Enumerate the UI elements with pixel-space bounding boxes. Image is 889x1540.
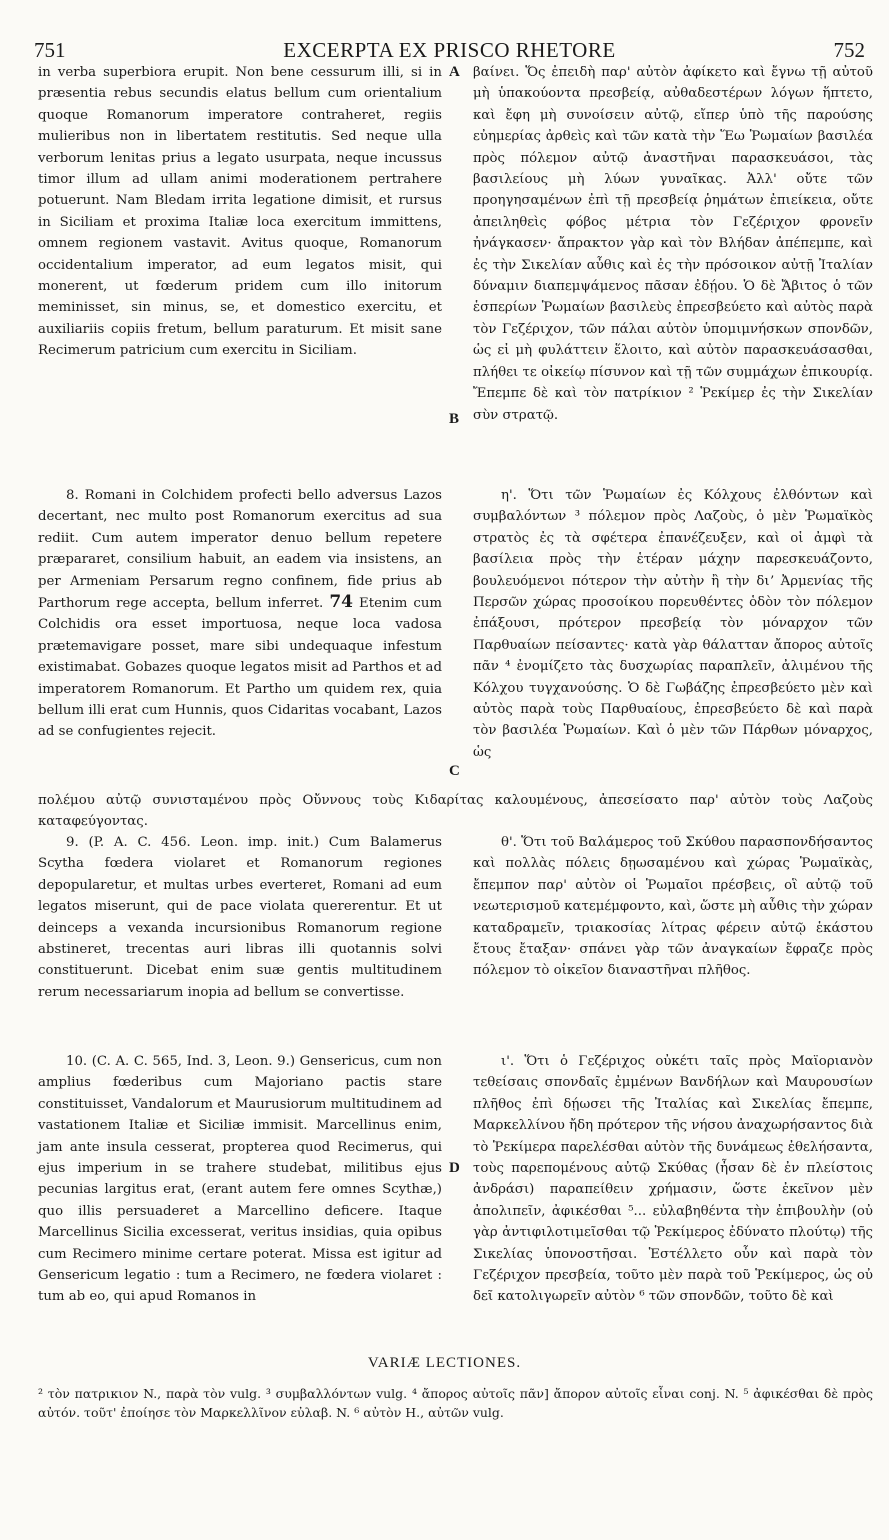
variae-lectiones-title: VARIÆ LECTIONES. [367,1355,522,1371]
section-marker-c: C [449,763,460,779]
latin-paragraph-8 [38,485,442,743]
page-number-left: 751 [34,38,66,62]
greek-fullwidth-line: πολέμου αὐτῷ συνισταμένου πρὸς Οὔννους τοὺς Κιδαρίτας καλουμένους, ἀπεσείσατο παρ' αὐτὸν τοὺς Λαζοὺς καταφεύγοντας. [38,793,873,830]
section-marker-a: A [449,64,460,80]
greek-paragraph-10: ι'. Ὅτι ὁ Γεζέριχος οὐκέτι ταῖς πρὸς Μαϊοριανὸν τεθείσαις σπονδαῖς ἐμμένων Βανδήλων καὶ Μαυρουσίων πλῆθος ἐπὶ δῄωσει τῆς Ἰταλίας καὶ Σικελίας ἔπεμπε, Μαρκελλίνου ἤδη πρότερον τῆς νήσου ἀναχωρήσαντος διὰ τὸ Ῥεκίμερα παρελέσθαι αὐτὸν τῆς δυνάμεως ἐθελήσαντα, τοὺς παρεπομένους αὐτῷ Σκύθας (ἦσαν δὲ ἐν πλείστοις ἀνδράσι) παραπείθειν χρήμασιν, ὥστε ἐκεῖνον μὲν ἀπολιπεῖν, ἀφικέσθαι ⁵... εὐλαβηθέντα τὴν ἐπιβουλὴν (οὐ γὰρ ἀντιφιλοτιμεῖσθαι τῷ Ῥεκίμερος ἐδύνατο πλούτῳ) τῆς Σικελίας ὑπονοστῆσαι. Ἐστέλλετο οὖν καὶ παρὰ τὸν Γεζέριχον πρεσβεία, τοῦτο μὲν παρὰ τοῦ Ῥεκίμερος, ὡς οὐ δεῖ κατολιγωρεῖν αὐτὸν ⁶ τῶν σπονδῶν, τοῦτο δὲ καὶ [473,1054,873,1305]
latin-fragment-10 [38,1051,442,1308]
greek-fragment-7 [473,62,873,426]
running-header [34,38,865,62]
section-marker-b: B [449,411,460,427]
greek-fragment-10 [473,1051,873,1308]
greek-fragment-8 [473,485,873,763]
latin-paragraph-8-after: Etenim cum Colchidis ora esset importuosa, neque loca vadosa prætemavigare posset, mare sibi undequaque infestum existimabat. Gobazes quoque legatos misit ad Parthos et ad imperatorem Romanorum. Et Partho um quidem rex, quia bellum illi erat cum Hunnis, quos Cidaritas vocabant, Lazos ad se confugientes rejecit. [38,596,442,740]
latin-fragment-8 [38,485,442,743]
latin-paragraph-7: in verba superbiora erupit. Non bene cessurum illi, si in præsentia rebus secundis elatus bellum cum orientalium quoque Romanorum imperatore contraheret, regiis mulieribus non in libertatem restitutis. Sed neque ulla verborum lenitas prius a legato usurpata, neque incussus timor illum ad ullam animi moderationem pertrahere potuerunt. Nam Bledam irrita legatione dimisit, et rursus in Siciliam et proxima Italiæ loca exercitum immittens, omnem regionem vastavit. Avitus quoque, Romanorum occidentalium imperator, ad eum legatos misit, qui monerent, ut fœderum pridem cum illo initorum meminisset, sin minus, se, et domestico exercitu, et auxiliariis copiis fretum, bellum paraturum. Et misit sane Recimerum patricium cum exercitu in Siciliam. [38,65,442,359]
edition-number: 74 [329,592,353,613]
latin-paragraph-10: 10. (C. A. C. 565, Ind. 3, Leon. 9.) Gensericus, cum non amplius fœderibus cum Majoriano pactis stare constituisset, Vandalorum et Maurusiorum multitudinem ad vastationem Italiæ et Siciliæ immisit. Marcellinus enim, jam ante insula cesserat, propterea quod Recimerus, qui ejus imperium in se trahere studebat, militibus ejus pecunias largitus erat, (erant autem fere omnes Scythæ,) quo illis persuaderet a Marcellino deficere. Itaque Marcellinus Sicilia excesserat, veritus insidias, quia opibus cum Recimero minime certare poterat. Missa est igitur ad Gensericum legatio : tum a Recimero, ne fœdera violaret : tum ab eo, qui apud Romanos in [38,1054,442,1305]
running-title: EXCERPTA EX PRISCO RHETORE [283,38,616,62]
latin-fragment-7 [38,62,442,362]
section-marker-d: D [449,1160,460,1176]
latin-fragment-9 [38,832,442,1003]
variae-lectiones-notes: ² τὸν πατρικιον N., παρὰ τὸν vulg. ³ συμβαλλόντων vulg. ⁴ ἄπορος αὐτοῖς πᾶν] ἄπορον αὐτοῖς εἶναι conj. N. ⁵ ἀφικέσθαι δὲ πρὸς αὐτόν. τοῦτ' ἐποίησε τὸν Μαρκελλῖνον εὐλαβ. N. ⁶ αὐτὸν H., αὐτῶν vulg. [38,1386,873,1420]
greek-paragraph-8: η'. Ὅτι τῶν Ῥωμαίων ἐς Κόλχους ἐλθόντων καὶ συμβαλόντων ³ πόλεμον πρὸς Λαζοὺς, ὁ μὲν Ῥωμαϊκὸς στρατὸς ἐς τὰ σφέτερα ἐπανέζευξεν, καὶ οἱ ἀμφὶ τὰ βασίλεια πρὸς τὴν ἑτέραν μάχην παρεσκευάζοντο, βουλευόμενοι πότερον τὴν αὐτὴν ἢ τὴν διʼ Ἀρμενίας τῆς Περσῶν χώρας προσοίκου πορευθέντες ὁδὸν τὸν πόλεμον ἐπάξουσι, πρότερον πρεσβείᾳ τὸν μόναρχον τῶν Παρθυαίων πείσαντες· κατὰ γὰρ θάλατταν ἄπορος αὐτοῖς πᾶν ⁴ ἐνομίζετο τὰς δυσχωρίας παραπλεῖν, ἀλιμένου τῆς Κόλχου τυγχανούσης. Ὁ δὲ Γωβάζης ἐπρεσβεύετο μὲν καὶ αὐτὸς παρὰ τοὺς Παρθυαίους, ἐπρεσβεύετο δὲ καὶ παρὰ τὸν βασιλέα Ῥωμαίων. Καὶ ὁ μὲν τῶν Πάρθων μόναρχος, ὡς [473,488,873,760]
greek-paragraph-9: θ'. Ὅτι τοῦ Βαλάμερος τοῦ Σκύθου παρασπονδήσαντος καὶ πολλὰς πόλεις δῃωσαμένου καὶ χώρας Ῥωμαϊκὰς, ἔπεμπον παρ' αὐτὸν οἱ Ῥωμαῖοι πρέσβεις, οἳ αὐτῷ τοῦ νεωτερισμοῦ κατεμέμφοντο, καὶ, ὥστε μὴ αὖθις τὴν χώραν καταδραμεῖν, τριακοσίας λίτρας φέρειν αὐτῷ ἑκάστου ἔτους ἔταξαν· σπάνει γὰρ τῶν ἀναγκαίων ἔφραζε πρὸς πόλεμον τὸ οἰκεῖον διαναστῆναι πλῆθος. [473,835,873,979]
page-number-right: 752 [833,38,865,62]
greek-paragraph-7: βαίνει. Ὅς ἐπειδὴ παρ' αὐτὸν ἀφίκετο καὶ ἔγνω τῇ αὐτοῦ μὴ ὑπακούοντα πρεσβείᾳ, αὐθαδεστέρων λόγων ἥπτετο, καὶ ἔφη μὴ συνοίσειν αὐτῷ, εἴπερ ὑπὸ τῆς παρούσης εὐημερίας ἀρθεὶς καὶ τῶν κατὰ τὴν Ἕω Ῥωμαίων βασιλέα πρὸς πόλεμον αὐτῷ ἀναστῆναι παρασκευάσοι, τὰς βασιλείους μὴ λύων γυναῖκας. Ἀλλ' οὔτε τῶν προηγησαμένων ἐπὶ τῇ πρεσβείᾳ ῥημάτων ἐπιείκεια, οὔτε ἀπειληθεὶς φόβος μέτρια τὸν Γεζέριχον φρονεῖν ἠνάγκασεν· ἄπρακτον γὰρ καὶ τὸν Βλήδαν ἀπέπεμπε, καὶ ἐς τὴν Σικελίαν αὖθις καὶ ἐς τὴν πρόσοικον αὐτῇ Ἰταλίαν δύναμιν διαπεμψάμενος πᾶσαν ἐδῄου. Ὁ δὲ Ἄβιτος ὁ τῶν ἑσπερίων Ῥωμαίων βασιλεὺς ἐπρεσβεύετο καὶ αὐτὸς παρὰ τὸν Γεζέριχον, τῶν πάλαι αὐτὸν ὑπομιμνήσκων σπονδῶν, ὡς εἰ μὴ φυλάττειν ἕλοιτο, καὶ αὐτὸν παρασκευάσασθαι, πλήθει τε οἰκείῳ πίσυνον καὶ τῇ τῶν συμμάχων ἐπικουρίᾳ. Ἔπεμπε δὲ καὶ τὸν πατρίκιον ² Ῥεκίμερ ἐς τὴν Σικελίαν σὺν στρατῷ. [473,65,873,423]
greek-fragment-9 [473,832,873,982]
latin-paragraph-9: 9. (P. A. C. 456. Leon. imp. init.) Cum Balamerus Scytha fœdera violaret et Romanorum regiones depopularetur, et multas urbes everteret, Romani ad eum legatos miserunt, qui de pace violata quererentur. Et ut deinceps a vexanda incursionibus Romanorum regione abstineret, trecentas auri libras illi quotannis solvi constituerunt. Dicebat enim suæ gentis multitudinem rerum necessariarum inopia ad bellum se convertisse. [38,835,442,1000]
latin-paragraph-8-before: 8. Romani in Colchidem profecti bello adversus Lazos decertant, nec multo post Romanorum exercitus ad sua rediit. Cum autem imperator denuo bellum repetere præpararet, consilium habuit, an eadem via insistens, an per Armeniam Persarum regno confinem, fide prius ab Parthorum rege accepta, bellum inferret. [38,488,442,612]
